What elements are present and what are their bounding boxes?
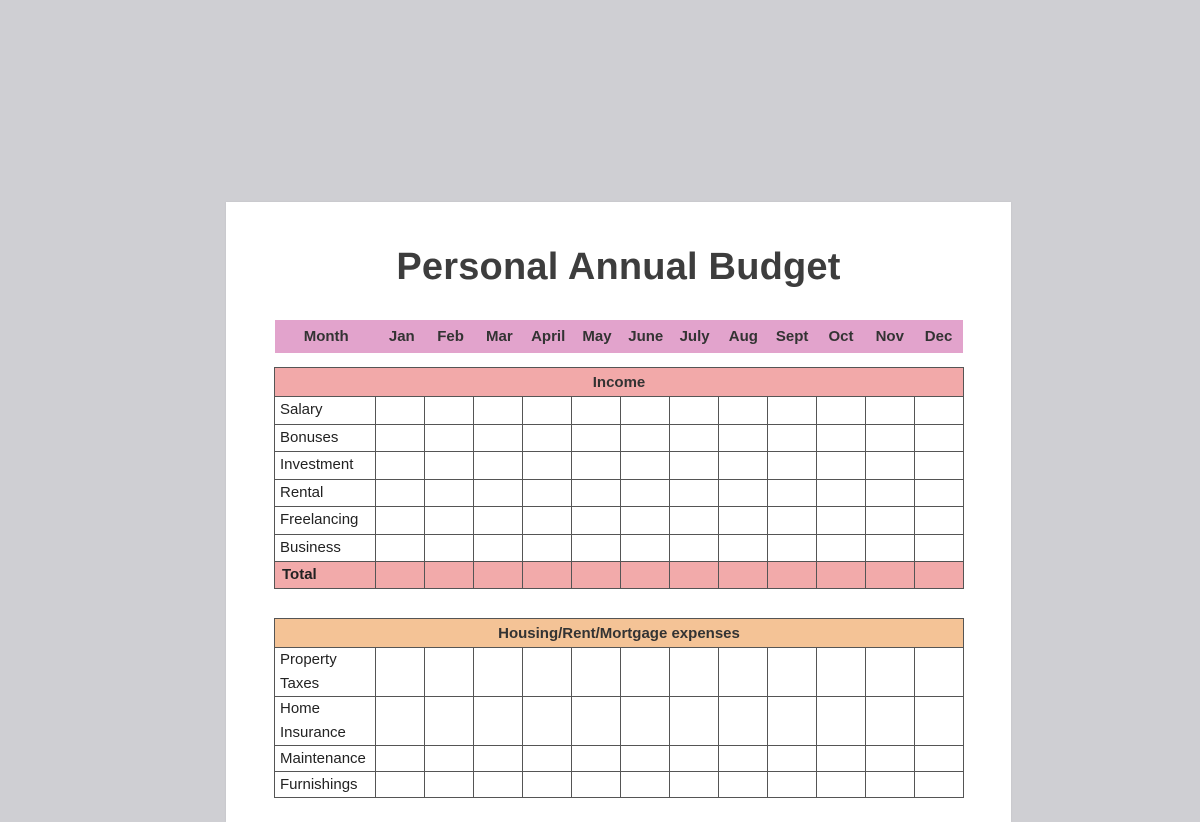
table-row (275, 507, 964, 535)
housing-cell[interactable] (817, 772, 866, 798)
income-cell[interactable] (425, 534, 474, 562)
housing-cell[interactable] (376, 648, 425, 697)
income-cell[interactable] (670, 424, 719, 452)
income-cell[interactable] (817, 534, 866, 562)
income-cell[interactable] (670, 534, 719, 562)
income-table (274, 367, 964, 589)
income-cell[interactable] (523, 479, 572, 507)
income-cell[interactable] (866, 397, 915, 425)
housing-cell[interactable] (719, 772, 768, 798)
income-cell[interactable] (425, 479, 474, 507)
income-cell[interactable] (474, 397, 523, 425)
income-cell[interactable] (670, 507, 719, 535)
income-cell[interactable] (817, 424, 866, 452)
income-cell[interactable] (572, 424, 621, 452)
income-cell[interactable] (621, 507, 670, 535)
income-cell[interactable] (866, 507, 915, 535)
income-cell[interactable] (474, 534, 523, 562)
month-nov: Nov (875, 328, 904, 345)
row-label: Freelancing (275, 507, 376, 535)
housing-cell[interactable] (425, 746, 474, 772)
month-sep: Sept (775, 328, 809, 345)
income-cell[interactable] (523, 452, 572, 480)
income-cell[interactable] (572, 534, 621, 562)
housing-cell[interactable] (719, 648, 768, 697)
table-row (275, 397, 964, 425)
income-cell[interactable] (572, 479, 621, 507)
housing-cell[interactable] (670, 772, 719, 798)
table-row (275, 534, 964, 562)
row-label: Business (275, 534, 376, 562)
housing-cell[interactable] (768, 746, 817, 772)
page-title: Personal Annual Budget (396, 246, 841, 288)
income-cell[interactable] (719, 534, 768, 562)
income-cell[interactable] (915, 397, 964, 425)
month-mar: Mar (486, 328, 513, 345)
income-cell[interactable] (817, 452, 866, 480)
housing-cell[interactable] (866, 746, 915, 772)
income-cell[interactable] (768, 507, 817, 535)
income-cell[interactable] (474, 424, 523, 452)
income-cell[interactable] (572, 452, 621, 480)
housing-cell[interactable] (866, 648, 915, 697)
housing-cell[interactable] (768, 697, 817, 746)
housing-cell[interactable] (376, 746, 425, 772)
month-dec: Dec (924, 328, 953, 345)
housing-cell[interactable] (621, 648, 670, 697)
income-cell[interactable] (621, 424, 670, 452)
housing-cell[interactable] (915, 746, 964, 772)
income-cell[interactable] (915, 452, 964, 480)
income-cell[interactable] (621, 534, 670, 562)
income-cell[interactable] (523, 507, 572, 535)
income-cell[interactable] (621, 397, 670, 425)
month-label: Month (303, 328, 349, 345)
housing-section-heading: Housing/Rent/Mortgage expenses (275, 619, 964, 648)
table-row (275, 746, 964, 772)
housing-cell[interactable] (474, 648, 523, 697)
income-cell[interactable] (376, 397, 425, 425)
income-total-cell[interactable] (915, 562, 964, 589)
housing-cell[interactable] (866, 697, 915, 746)
row-label: Home Insurance (275, 697, 376, 746)
table-row (275, 452, 964, 480)
income-cell[interactable] (425, 424, 474, 452)
housing-cell[interactable] (817, 746, 866, 772)
table-row (275, 648, 964, 697)
housing-cell[interactable] (425, 697, 474, 746)
income-total-cell[interactable] (474, 562, 523, 589)
month-feb: Feb (437, 328, 464, 345)
income-total-cell[interactable] (670, 562, 719, 589)
table-row (275, 479, 964, 507)
row-label: Property Taxes (275, 648, 376, 697)
budget-sheet (226, 202, 1011, 822)
income-cell[interactable] (670, 452, 719, 480)
housing-cell[interactable] (817, 697, 866, 746)
income-cell[interactable] (915, 424, 964, 452)
table-row (275, 697, 964, 746)
income-section-heading: Income (275, 368, 964, 397)
month-jul: July (679, 328, 710, 345)
housing-cell[interactable] (915, 772, 964, 798)
housing-cell[interactable] (670, 648, 719, 697)
housing-cell[interactable] (376, 772, 425, 798)
housing-cell[interactable] (523, 772, 572, 798)
row-label: Rental (275, 479, 376, 507)
housing-cell[interactable] (670, 697, 719, 746)
income-cell[interactable] (719, 424, 768, 452)
housing-cell[interactable] (719, 746, 768, 772)
income-cell[interactable] (670, 479, 719, 507)
housing-cell[interactable] (915, 648, 964, 697)
income-cell[interactable] (474, 507, 523, 535)
income-total-cell[interactable] (621, 562, 670, 589)
housing-cell[interactable] (523, 648, 572, 697)
income-cell[interactable] (915, 507, 964, 535)
housing-cell[interactable] (474, 746, 523, 772)
month-header-bar (275, 320, 963, 353)
housing-cell[interactable] (474, 697, 523, 746)
table-row (275, 424, 964, 452)
income-total-cell[interactable] (376, 562, 425, 589)
housing-cell[interactable] (817, 648, 866, 697)
housing-cell[interactable] (523, 746, 572, 772)
row-label: Maintenance (275, 746, 376, 772)
income-cell[interactable] (572, 397, 621, 425)
income-cell[interactable] (376, 534, 425, 562)
income-cell[interactable] (768, 479, 817, 507)
income-cell[interactable] (866, 534, 915, 562)
housing-cell[interactable] (474, 772, 523, 798)
income-cell[interactable] (523, 424, 572, 452)
housing-cell[interactable] (572, 772, 621, 798)
housing-cell[interactable] (572, 648, 621, 697)
row-label: Furnishings (275, 772, 376, 798)
housing-cell[interactable] (621, 772, 670, 798)
income-cell[interactable] (376, 507, 425, 535)
income-cell[interactable] (376, 479, 425, 507)
housing-table (274, 618, 964, 798)
income-cell[interactable] (866, 424, 915, 452)
income-cell[interactable] (425, 397, 474, 425)
income-cell[interactable] (866, 452, 915, 480)
housing-cell[interactable] (768, 648, 817, 697)
housing-cell[interactable] (621, 697, 670, 746)
month-may: May (582, 328, 612, 345)
housing-cell[interactable] (425, 772, 474, 798)
month-oct: Oct (828, 328, 854, 345)
income-total-cell[interactable] (425, 562, 474, 589)
row-label: Investment (275, 452, 376, 480)
income-cell[interactable] (719, 479, 768, 507)
table-row (275, 772, 964, 798)
income-cell[interactable] (768, 397, 817, 425)
housing-cell[interactable] (572, 697, 621, 746)
housing-cell[interactable] (719, 697, 768, 746)
income-cell[interactable] (621, 479, 670, 507)
income-cell[interactable] (915, 534, 964, 562)
income-cell[interactable] (817, 397, 866, 425)
income-cell[interactable] (768, 424, 817, 452)
income-cell[interactable] (866, 479, 915, 507)
month-aug: Aug (728, 328, 758, 345)
housing-cell[interactable] (376, 697, 425, 746)
income-cell[interactable] (425, 507, 474, 535)
income-total-cell[interactable] (572, 562, 621, 589)
income-cell[interactable] (719, 452, 768, 480)
month-jun: June (628, 328, 664, 345)
income-total-cell[interactable] (866, 562, 915, 589)
income-cell[interactable] (376, 452, 425, 480)
housing-cell[interactable] (915, 697, 964, 746)
housing-cell[interactable] (768, 772, 817, 798)
income-total-cell[interactable] (523, 562, 572, 589)
income-total-row (275, 562, 964, 589)
income-cell[interactable] (474, 452, 523, 480)
housing-cell[interactable] (621, 746, 670, 772)
income-cell[interactable] (670, 397, 719, 425)
row-label: Salary (275, 397, 376, 425)
income-cell[interactable] (768, 534, 817, 562)
income-cell[interactable] (523, 397, 572, 425)
housing-cell[interactable] (523, 697, 572, 746)
income-cell[interactable] (572, 507, 621, 535)
row-label: Bonuses (275, 424, 376, 452)
income-total-cell[interactable] (817, 562, 866, 589)
month-apr: April (531, 328, 566, 345)
housing-cell[interactable] (670, 746, 719, 772)
income-cell[interactable] (523, 534, 572, 562)
income-cell[interactable] (425, 452, 474, 480)
income-cell[interactable] (719, 507, 768, 535)
income-cell[interactable] (376, 424, 425, 452)
housing-cell[interactable] (425, 648, 474, 697)
housing-cell[interactable] (572, 746, 621, 772)
income-cell[interactable] (768, 452, 817, 480)
total-label: Total (275, 562, 376, 589)
income-cell[interactable] (474, 479, 523, 507)
income-total-cell[interactable] (719, 562, 768, 589)
month-jan: Jan (388, 328, 415, 345)
income-cell[interactable] (817, 479, 866, 507)
housing-cell[interactable] (866, 772, 915, 798)
income-cell[interactable] (817, 507, 866, 535)
income-cell[interactable] (719, 397, 768, 425)
income-cell[interactable] (915, 479, 964, 507)
income-cell[interactable] (621, 452, 670, 480)
income-total-cell[interactable] (768, 562, 817, 589)
